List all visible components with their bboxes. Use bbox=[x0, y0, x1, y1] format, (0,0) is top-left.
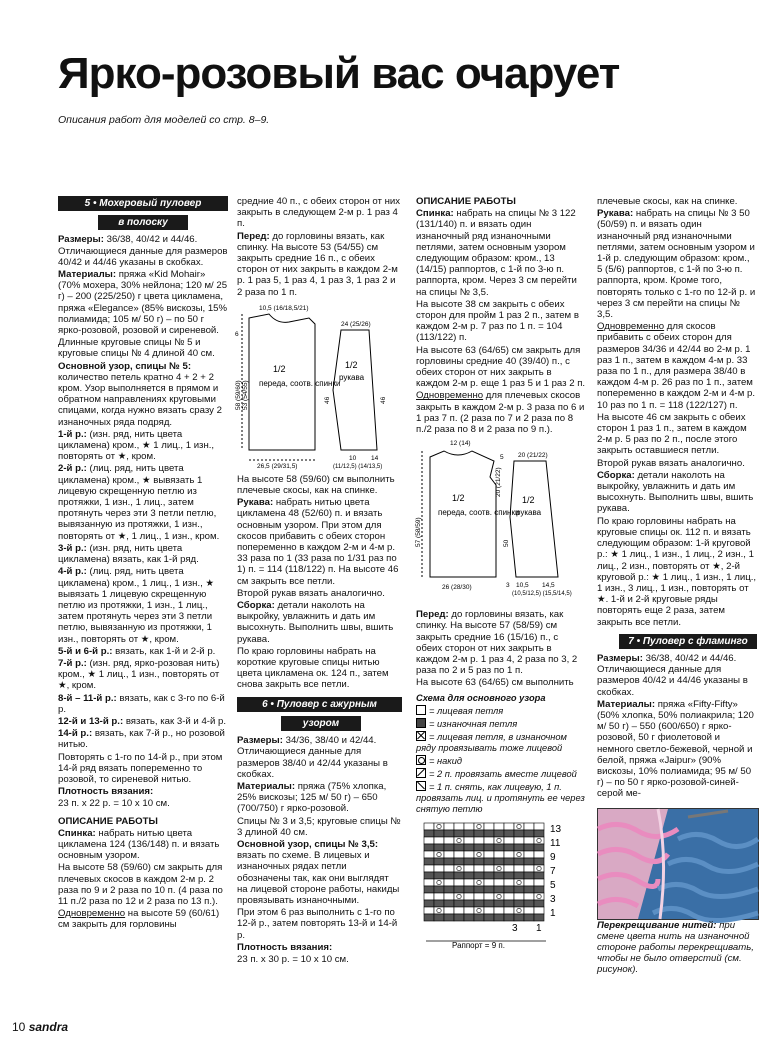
chart-cell bbox=[434, 837, 444, 844]
chart-cell bbox=[534, 858, 544, 865]
paragraph: 3-й р.: (изн. ряд, нить цвета цикламена) вязать, как 1-й ряд. bbox=[58, 542, 199, 566]
sleeve-side2: 46 bbox=[380, 396, 387, 404]
chart-cell bbox=[424, 823, 434, 830]
chart-cell bbox=[504, 830, 514, 837]
dim-left2: 20 (21/22) bbox=[495, 467, 502, 498]
chart-cell bbox=[424, 865, 434, 872]
chart-cell bbox=[464, 914, 474, 921]
paragraph: 12-й и 13-й р.: вязать, как 3-й и 4-й р. bbox=[58, 715, 226, 727]
sleeve-bottom2: 14,5 bbox=[542, 582, 555, 590]
section-header-6: 6 • Пуловер с ажурным bbox=[237, 697, 402, 712]
paragraph: На высоте 63 (64/65) см закрыть для горловины средние 40 (39/40) п., с обеих сторон от них закрыть в каждом 2-м р. еще 1 раз 5 и 1 раз 2 п. bbox=[416, 344, 586, 390]
paragraph: На высоте 58 (59/60) см выполнить плечевые скосы, как на спинке. bbox=[237, 473, 395, 497]
paragraph: Плотность вязания: bbox=[237, 941, 333, 953]
ssk-icon bbox=[416, 781, 426, 791]
stitch-grid bbox=[416, 819, 586, 951]
paragraph: Материалы: пряжа «Kid Mohair» (70% мохера, 30% нейлона; 120 м/ 25 г) – 200 (225/250) г цвета цикламена, пряжа «Elegance» (85% вискозы, 15% полиамида; 105 м/ 50 г) – по 50 г ярко-розовой, розовой и сиреневой. bbox=[58, 269, 228, 337]
chart-cell bbox=[444, 872, 454, 879]
chart-cell bbox=[424, 914, 434, 921]
legend-item: = изнаночная петля bbox=[416, 718, 586, 730]
paragraph: Основной узор, спицы № 3,5: вязать по схеме. В лицевых и изнаночных рядах петли обозначены так, как они выглядят на лицевой стороне работы, накиды провязывать изнаночными. bbox=[237, 838, 400, 906]
chart-cell bbox=[494, 879, 504, 886]
paragraph: По краю горловины набрать на круговые спицы ок. 112 п. и вязать следующим образом: 1-й круговой р.: ★ 1 лиц., 1 изн., 1 лиц., 2 изн., 1 лиц., 2 изн., повторять от ★, 2-й круговой р.: ★ 1 лиц., 1 изн., 1 лиц., 1 изн., 3 лиц., 1 изн., повторять от ★. 1-й и 2-й круговые ряды повторять еще 2 раза, затем закрыть все петли. bbox=[597, 515, 757, 628]
chart-cell bbox=[514, 886, 524, 893]
chart-cell bbox=[434, 900, 444, 907]
paragraph: Спицы № 3 и 3,5; круговые спицы № 3 длиной 40 см. bbox=[237, 815, 401, 838]
column-4 bbox=[597, 196, 757, 801]
chart-cell bbox=[434, 872, 444, 879]
chart-cell bbox=[484, 879, 494, 886]
chart-cell bbox=[484, 837, 494, 844]
paragraph: Рукава: набрать на спицы № 3 50 (50/59) п. и вязать один изнаночный ряд изнаночными петлями, затем основным узором и 1-й р. следующим образом: кром., 5 (5/6) раппортов, с 1-й по 3-ю п. раппорта, кром. Кроме того, повторять только с 1-го по 12-й р. и через 3 см перейти на спицы № 3,5. bbox=[597, 208, 756, 321]
paragraph: Материалы: пряжа (75% хлопка, 25% вискозы; 125 м/ 50 г) – 650 (700/750) г ярко-розовой. bbox=[237, 780, 387, 815]
chart-cell bbox=[524, 886, 534, 893]
chart-cell bbox=[524, 893, 534, 900]
paragraph: Материалы: пряжа «Fifty-Fifty» (50% хлопка, 50% полиакрила; 120 м/ 50 г) – 550 (600/650) г ярко-розовой, 50 г фиолетовой и немного светло-бежевой, черной и белой, пряжа «Jaipur» (90% вискозы, 10% полиамида; 95 м/ 50 г) – по 50 г ярко-розовой-синей-серой ме- bbox=[597, 698, 754, 800]
chart-cell bbox=[504, 844, 514, 851]
paragraph: Длинные круговые спицы № 5 и круговые спицы № 4 длиной 40 см. bbox=[58, 337, 215, 360]
schema-title: Схема для основного узора bbox=[416, 692, 546, 703]
paragraph: Второй рукав вязать аналогично. bbox=[237, 587, 385, 599]
piece-half: 1/2 bbox=[273, 363, 286, 374]
sleeve-bottom3: (10,5/12,5) (15,5/14,5) bbox=[512, 591, 572, 598]
chart-cell bbox=[484, 823, 494, 830]
chart-cell bbox=[524, 872, 534, 879]
chart-cell bbox=[434, 830, 444, 837]
paragraph: Одновременно для плечевых скосов закрыть в каждом 2-м р. 3 раза по 6 и 1 раз 7 п. (2 раза по 7 и 2 раза по 8 п./2 раза по 8 и 2 раза по 9 п.). bbox=[416, 390, 585, 436]
chart-cell bbox=[444, 851, 454, 858]
chart-cell bbox=[524, 858, 534, 865]
sleeve-side: 50 bbox=[503, 540, 510, 548]
dim-small2: 3 bbox=[506, 582, 510, 590]
paragraph: плечевые скосы, как на спинке. bbox=[597, 196, 738, 207]
page-subtitle: Описания работ для моделей со стр. 8–9. bbox=[58, 114, 270, 126]
knit-both-rows-icon bbox=[416, 731, 426, 741]
chart-cell bbox=[454, 907, 464, 914]
piece-label: переда, соотв. спинки bbox=[259, 378, 341, 388]
chart-cell bbox=[494, 907, 504, 914]
chart-cell bbox=[534, 886, 544, 893]
chart-cell bbox=[484, 886, 494, 893]
paragraph: По краю горловины набрать на короткие круговые спицы нитью цвета цикламена ок. 124 п., затем снова закрыть все петли. bbox=[237, 645, 389, 691]
paragraph: 2-й р.: (лиц. ряд, нить цвета цикламена) кром., ★ вывязать 1 лицевую скрещенную петлю из протяжки, 1 изн., 1 лиц., затем протянуть через эти 3 петли петлю, вывязанную из протяжки, 1 изн., повторять от ★, 1 лиц., 1 изн., кром. bbox=[58, 463, 220, 542]
chart-cell bbox=[534, 879, 544, 886]
chart-cell bbox=[524, 900, 534, 907]
chart-cell bbox=[434, 844, 444, 851]
bottom-label-1: 1 bbox=[536, 922, 542, 934]
chart-cell bbox=[514, 914, 524, 921]
section-header-7: 7 • Пуловер с фламинго bbox=[619, 634, 757, 649]
knit-stitch-icon bbox=[416, 705, 426, 715]
chart-cell bbox=[494, 914, 504, 921]
chart-cell bbox=[444, 914, 454, 921]
row-number-label: 7 bbox=[550, 865, 556, 877]
chart-cell bbox=[424, 907, 434, 914]
chart-cell bbox=[484, 872, 494, 879]
chart-cell bbox=[494, 823, 504, 830]
chart-cell bbox=[514, 865, 524, 872]
chart-cell bbox=[464, 844, 474, 851]
chart-legend bbox=[416, 693, 586, 815]
row-number-label: 1 bbox=[550, 907, 556, 919]
chart-cell bbox=[444, 886, 454, 893]
chart-cell bbox=[484, 858, 494, 865]
paragraph: При этом 6 раз выполнить с 1-го по 12-й р., затем повторять 13-й и 14-й р. bbox=[237, 907, 398, 941]
legend-item: = лицевая петля bbox=[416, 705, 586, 717]
legend-item: = 1 п. снять, как лицевую, 1 п. провязать лиц. и протянуть ее через снятую петлю bbox=[416, 781, 585, 814]
chart-cell bbox=[504, 872, 514, 879]
sleeve-half: 1/2 bbox=[345, 359, 358, 370]
chart-cell bbox=[484, 900, 494, 907]
column-3 bbox=[416, 196, 586, 954]
chart-cell bbox=[424, 900, 434, 907]
paragraph: Рукава: набрать нитью цвета цикламена 48 (52/60) п. и вязать основным узором. При этом для скосов прибавить с обеих сторон попеременно в каждом 2-м и 4-м р. 33 раза по 1 (33 раза по 1/31 раз по 1) п. = 114 (118/122) п. На высоте 46 см закрыть все петли. bbox=[237, 497, 399, 587]
chart-cell bbox=[514, 872, 524, 879]
chart-cell bbox=[454, 872, 464, 879]
chart-cell bbox=[474, 837, 484, 844]
paragraph: 7-й р.: (изн. ряд, ярко-розовая нить) кром., ★ 1 лиц., 1 изн., повторять от ★, кром. bbox=[58, 657, 220, 692]
legend-item: = 2 п. провязать вместе лицевой bbox=[416, 768, 586, 780]
chart-cell bbox=[464, 837, 474, 844]
chart-cell bbox=[514, 893, 524, 900]
chart-cell bbox=[534, 830, 544, 837]
chart-cell bbox=[464, 823, 474, 830]
chart-cell bbox=[464, 851, 474, 858]
paragraph: 23 п. х 30 р. = 10 х 10 см. bbox=[237, 953, 349, 965]
chart-cell bbox=[524, 837, 534, 844]
bottom-label-3: 3 bbox=[512, 922, 518, 934]
chart-cell bbox=[454, 886, 464, 893]
piece-label: переда, соотв. спинки bbox=[438, 508, 520, 518]
chart-cell bbox=[534, 844, 544, 851]
chart-cell bbox=[424, 879, 434, 886]
chart-cell bbox=[474, 858, 484, 865]
chart-cell bbox=[494, 886, 504, 893]
chart-cell bbox=[474, 900, 484, 907]
k2tog-icon bbox=[416, 768, 426, 778]
chart-cell bbox=[504, 879, 514, 886]
chart-cell bbox=[484, 844, 494, 851]
dim-left-small: 6 bbox=[235, 330, 239, 338]
chart-cell bbox=[534, 900, 544, 907]
chart-cell bbox=[434, 858, 444, 865]
chart-cell bbox=[444, 900, 454, 907]
chart-cell bbox=[494, 851, 504, 858]
paragraph: Размеры: 36/38, 40/42 и 44/46. Отличающиеся данные для размеров 40/42 и 44/46 указаны в скобках. bbox=[597, 652, 748, 698]
chart-cell bbox=[464, 893, 474, 900]
chart-cell bbox=[504, 865, 514, 872]
dim-small: 5 bbox=[500, 454, 504, 462]
chart-cell bbox=[454, 879, 464, 886]
chart-cell bbox=[484, 865, 494, 872]
chart-cell bbox=[464, 872, 474, 879]
chart-cell bbox=[464, 907, 474, 914]
sleeve-bottom2: 14 bbox=[371, 454, 379, 462]
chart-cell bbox=[444, 893, 454, 900]
paragraph: Сборка: детали наколоть на выкройку, увлажнить и дать им высохнуть. Выполнить швы, вшить рукава. bbox=[597, 469, 754, 515]
chart-cell bbox=[434, 886, 444, 893]
chart-cell bbox=[454, 914, 464, 921]
chart-cell bbox=[514, 830, 524, 837]
chart-cell bbox=[534, 914, 544, 921]
paragraph: 5-й и 6-й р.: вязать, как 1-й и 2-й р. bbox=[58, 645, 216, 657]
chart-cell bbox=[424, 830, 434, 837]
paragraph: На высоте 46 см закрыть с обеих сторон 1 раз 1 п., затем в каждом 2-м р. 5 раз по 2 п., после этого закрыть оставшиеся петли. bbox=[597, 411, 747, 457]
chart-cell bbox=[434, 865, 444, 872]
chart-cell bbox=[534, 872, 544, 879]
chart-cell bbox=[514, 844, 524, 851]
chart-cell bbox=[494, 844, 504, 851]
chart-cell bbox=[454, 900, 464, 907]
chart-cell bbox=[474, 914, 484, 921]
chart-cell bbox=[474, 872, 484, 879]
chart-cell bbox=[484, 851, 494, 858]
chart-cell bbox=[524, 844, 534, 851]
chart-cell bbox=[454, 830, 464, 837]
chart-cell bbox=[504, 893, 514, 900]
dim-bottom: 26 (28/30) bbox=[442, 584, 472, 592]
chart-cell bbox=[444, 865, 454, 872]
chart-cell bbox=[444, 858, 454, 865]
sleeve-top: 20 (21/22) bbox=[518, 452, 548, 460]
pattern-diagram-6 bbox=[416, 437, 586, 607]
row-number-label: 3 bbox=[550, 893, 556, 905]
sleeve-bottom3: (11/12,5) (14/13,5) bbox=[333, 463, 383, 470]
chart-cell bbox=[424, 844, 434, 851]
chart-cell bbox=[474, 865, 484, 872]
chart-cell bbox=[524, 865, 534, 872]
chart-cell bbox=[514, 837, 524, 844]
section-heading: ОПИСАНИЕ РАБОТЫ bbox=[416, 196, 516, 207]
chart-cell bbox=[474, 886, 484, 893]
stitch-chart bbox=[416, 819, 586, 954]
chart-cell bbox=[454, 858, 464, 865]
chart-cell bbox=[534, 823, 544, 830]
chart-cell bbox=[524, 914, 534, 921]
chart-cell bbox=[474, 830, 484, 837]
chart-cell bbox=[474, 844, 484, 851]
sleeve-bottom: 10,5 bbox=[516, 582, 529, 590]
chart-cell bbox=[504, 914, 514, 921]
chart-cell bbox=[524, 907, 534, 914]
legend-item: = лицевая петля, в изнаночном ряду провязывать тоже лицевой bbox=[416, 731, 567, 753]
chart-cell bbox=[524, 851, 534, 858]
paragraph: Одновременно для скосов прибавить с обеих сторон для размеров 34/36 и 42/44 во 2-м р. 1 раз 1 п., затем в каждом 4-м р. 33 раза по 1 п., для размера 38/40 в каждом 4-м р. 26 раз по 1 п., затем попеременно в каждом 2-м и 4-м р. 10 раз по 1 п. = 118 (122/127) п. bbox=[597, 321, 755, 411]
chart-cell bbox=[504, 851, 514, 858]
section-subheader-6: узором bbox=[281, 716, 361, 731]
chart-cell bbox=[514, 858, 524, 865]
chart-cell bbox=[424, 893, 434, 900]
section-header-5: 5 • Мохеровый пуловер bbox=[58, 196, 228, 211]
dim-left-total: 58 (59/60) bbox=[235, 380, 242, 410]
chart-cell bbox=[534, 907, 544, 914]
page-number: 10 bbox=[12, 1020, 26, 1034]
sleeve-top: 24 (25/26) bbox=[341, 320, 371, 328]
paragraph: На высоте 38 см закрыть с обеих сторон для пройм 1 раз 2 п., затем в каждом 2-м р. 7 раз по 1 п. = 104 (113/122) п. bbox=[416, 298, 579, 344]
chart-cell bbox=[434, 914, 444, 921]
paragraph: Сборка: детали наколоть на выкройку, увлажнить и дать им высохнуть. Выполнить швы, вшить рукава. bbox=[237, 600, 394, 645]
paragraph: Перед: до горловины вязать, как спинку. На высоте 53 (54/55) см закрыть средние 16 п., с обеих сторон от них закрыть в каждом 2-м р. 1 раз 5, 1 раз 4, 1 раз 3, 1 раз 2 и 2 раза по 1 п. bbox=[237, 230, 398, 298]
pattern-diagram-5 bbox=[237, 300, 402, 472]
sleeve-label: рукава bbox=[516, 508, 542, 518]
dim-bottom: 26,5 (29/31,5) bbox=[257, 462, 298, 470]
section-subheader-5: в полоску bbox=[98, 215, 188, 230]
yarn-over-icon bbox=[416, 755, 426, 765]
chart-cell bbox=[444, 837, 454, 844]
paragraph: 14-й р.: вязать, как 7-й р., но розовой нитью. bbox=[58, 728, 225, 751]
paragraph: Плотность вязания: bbox=[58, 786, 154, 798]
chart-cell bbox=[504, 837, 514, 844]
chart-cell bbox=[514, 900, 524, 907]
paragraph: Перед: до горловины вязать, как спинку. На высоте 57 (58/59) см закрыть средние 16 (15/16) п., с обеих сторон от них закрыть в каждом 2-м р. 1 раз 4, 2 раза по 3, 2 раза по 2 и 5 раз по 1 п. bbox=[416, 609, 578, 677]
paragraph: Размеры: 36/38, 40/42 и 44/46. Отличающиеся данные для размеров 40/42 и 44/46 указаны в скобках. bbox=[58, 234, 228, 268]
chart-cell bbox=[454, 851, 464, 858]
chart-cell bbox=[444, 879, 454, 886]
row-number-label: 13 bbox=[550, 823, 562, 835]
chart-cell bbox=[464, 830, 474, 837]
row-number-label: 9 bbox=[550, 851, 556, 863]
dim-left: 53 (54/55) bbox=[242, 380, 249, 410]
chart-cell bbox=[524, 823, 534, 830]
chart-cell bbox=[454, 844, 464, 851]
chart-cell bbox=[494, 900, 504, 907]
chart-cell bbox=[424, 872, 434, 879]
chart-cell bbox=[424, 858, 434, 865]
row-number-label: 11 bbox=[550, 837, 561, 849]
paragraph: средние 40 п., с обеих сторон от них закрыть в следующем 2-м р. 1 раз 4 п. bbox=[237, 196, 401, 230]
column-1 bbox=[58, 196, 228, 932]
brand-logo: sandra bbox=[28, 1020, 69, 1034]
chart-cell bbox=[494, 858, 504, 865]
page-title: Ярко-розовый вас очарует bbox=[58, 49, 620, 98]
chart-cell bbox=[494, 830, 504, 837]
chart-cell bbox=[464, 886, 474, 893]
chart-cell bbox=[444, 823, 454, 830]
chart-cell bbox=[424, 851, 434, 858]
sleeve-side: 46 bbox=[324, 396, 331, 404]
legend-item: = накид bbox=[416, 755, 586, 767]
rapport-label: Раппорт = 9 п. bbox=[452, 940, 505, 950]
chart-cell bbox=[524, 879, 534, 886]
chart-cell bbox=[424, 837, 434, 844]
chart-cell bbox=[484, 830, 494, 837]
paragraph: Основной узор, спицы № 5: количество петель кратно 4 + 2 + 2 кром. Узор выполняется в прямом и обратном направлениях круговыми спицами, когда нужно вязать сразу 2 изнаночных ряда подряд. bbox=[58, 360, 222, 428]
chart-cell bbox=[534, 851, 544, 858]
yarn-crossing-illustration bbox=[597, 808, 759, 920]
illustration-caption: Перекрещивание нитей: при смене цвета нить на изнаночной стороне работы перекрещивать, чтобы не было отверстий (см. рисунок). bbox=[597, 920, 754, 975]
paragraph: Размеры: 34/36, 38/40 и 42/44. Отличающиеся данные для размеров 38/40 и 42/44 указаны в скобках. bbox=[237, 735, 388, 780]
section-heading: ОПИСАНИЕ РАБОТЫ bbox=[58, 815, 158, 827]
paragraph: Спинка: набрать на спицы № 3 122 (131/140) п. и вязать один изнаночный ряд изнаночными петлями, затем основным узором следующим образом: кром., 13 (14/15) раппортов, с 1-й по 3-ю п. раппорта, кром. Через 3 см перейти на спицы № 3,5. bbox=[416, 208, 577, 298]
chart-cell bbox=[524, 830, 534, 837]
paragraph: 1-й р.: (изн. ряд, нить цвета цикламена) кром., ★ 1 лиц., 1 изн., повторять от ★, кром. bbox=[58, 428, 215, 463]
chart-cell bbox=[464, 879, 474, 886]
chart-cell bbox=[464, 900, 474, 907]
chart-cell bbox=[464, 865, 474, 872]
dim-top: 12 (14) bbox=[450, 440, 471, 448]
paragraph: 8-й – 11-й р.: вязать, как с 3-го по 6-й р. bbox=[58, 692, 225, 715]
paragraph: 4-й р.: (лиц. ряд, нить цвета цикламена) кром., 1 лиц., 1 изн., ★ вывязать 1 лицевую скрещенную петлю из протяжки, 1 изн., 1 лиц., затем протянуть через эти 3 петли петлю, вывязанную из протяжки, 1 изн., повторять от ★, кром. bbox=[58, 566, 215, 645]
chart-cell bbox=[504, 886, 514, 893]
paragraph: Второй рукав вязать аналогично. bbox=[597, 457, 745, 469]
dim-left: 57 (58/59) bbox=[415, 517, 422, 548]
chart-cell bbox=[484, 914, 494, 921]
paragraph: На высоте 58 (59/60) см закрыть для плечевых скосов в каждом 2-м р. 2 раза по 9 и 2 раза по 10 п. (4 раза по 11 п./2 раза по 12 и 2 раза по 13 п.). bbox=[58, 862, 223, 907]
chart-cell bbox=[464, 858, 474, 865]
chart-cell bbox=[494, 872, 504, 879]
chart-cell bbox=[504, 858, 514, 865]
paragraph: Одновременно на высоте 59 (60/61) см закрыть для горловины bbox=[58, 908, 220, 931]
paragraph: 23 п. х 22 р. = 10 х 10 см. bbox=[58, 798, 170, 810]
chart-cell bbox=[504, 907, 514, 914]
chart-cell bbox=[434, 893, 444, 900]
dim-top: 10,5 (16/18,5/21) bbox=[259, 304, 309, 312]
sleeve-half: 1/2 bbox=[522, 495, 535, 506]
chart-cell bbox=[454, 823, 464, 830]
chart-cell bbox=[444, 907, 454, 914]
paragraph: Спинка: набрать нитью цвета цикламена 124 (136/148) п. и вязать основным узором. bbox=[58, 827, 220, 862]
chart-cell bbox=[484, 893, 494, 900]
paragraph: Повторять с 1-го по 14-й р., при этом 14-й ряд вязать попеременно то розовой, то сиреневой нитью. bbox=[58, 751, 223, 785]
page-footer bbox=[12, 1020, 68, 1034]
row-number-label: 5 bbox=[550, 879, 556, 891]
chart-cell bbox=[504, 900, 514, 907]
chart-cell bbox=[444, 830, 454, 837]
sleeve-bottom: 10 bbox=[349, 454, 357, 462]
paragraph: На высоте 63 (64/65) см выполнить bbox=[416, 677, 574, 689]
piece-half: 1/2 bbox=[452, 493, 465, 504]
sleeve-label: рукава bbox=[339, 372, 365, 382]
chart-cell bbox=[444, 844, 454, 851]
purl-stitch-icon bbox=[416, 718, 426, 728]
column-2 bbox=[237, 196, 402, 966]
chart-cell bbox=[504, 823, 514, 830]
chart-cell bbox=[474, 893, 484, 900]
chart-cell bbox=[484, 907, 494, 914]
chart-cell bbox=[424, 886, 434, 893]
